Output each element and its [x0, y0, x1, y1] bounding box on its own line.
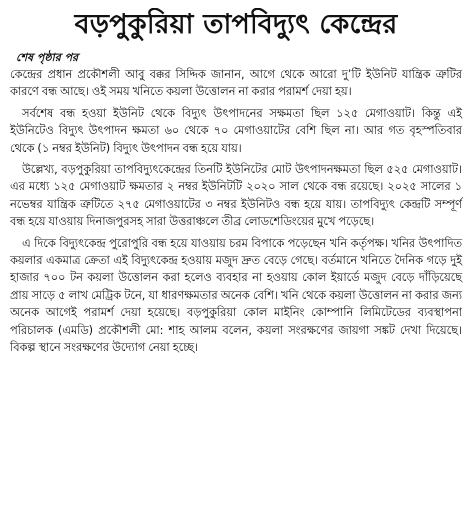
headline: বড়পুকুরিয়া তাপবিদ্যুৎ কেন্দ্রের	[74, 9, 398, 40]
paragraph-3: উল্লেখ্য, বড়পুকুরিয়া তাপবিদ্যুৎকেন্দ্রের তিনটি ইউনিটের মোট উৎপাদনক্ষমতা ছিল ৫২৫ মেগাওয়াট। এর মধ্যে ১২৫ মেগাওয়াট ক্ষমতার ২ নম্বর ইউনিটটি ২০২০ সাল থেকে বন্ধ রয়েছে। ২০২৫ সালের ১ নভেম্বর যান্ত্রিক ত্রুটিতে ২৭৫ মেগাওয়াটের ৩ নম্বর ইউনিটও বন্ধ হয়ে যায়। তাপবিদ্যুৎ কেন্দ্রটি সম্পূর্ণ বন্ধ হয়ে যাওয়ায় দিনাজপুরসহ সারা উত্তরাঞ্চলে তীব্র লোডশেডিংয়ের মুখে পড়েছে।	[10, 163, 462, 229]
paragraph-2: সর্বশেষ বন্ধ হওয়া ইউনিট থেকে বিদ্যুৎ উৎপাদনের সক্ষমতা ছিল ১২৫ মেগাওয়াট। কিন্তু এই ইউনিটেও বিদ্যুৎ উৎপাদন ক্ষমতা ৬০ থেকে ৭০ মেগাওয়াটের বেশি ছিল না। আর গত বৃহস্পতিবার থেকে (১ নম্বর ইউনিট) বিদ্যুৎ উৎপাদন বন্ধ হয়ে যায়।	[10, 106, 462, 155]
paragraph-4: এ দিকে বিদ্যুৎকেন্দ্র পুরোপুরি বন্ধ হয়ে যাওয়ায় চরম বিপাকে পড়েছেন খনি কর্তৃপক্ষ। খনির উৎপাদিত কয়লার একমাত্র ক্রেতা এই বিদ্যুৎকেন্দ্র হওয়ায় মজুদ দ্রুত বেড়ে গেছে। বর্তমানে খনিতে দৈনিক গড়ে দুই হাজার ৭০০ টন কয়লা উত্তোলন করা হলেও ব্যবহার না হওয়ায় কোল ইয়ার্ডে মজুদ বেড়ে দাঁড়িয়েছে প্রায় সাড়ে ৫ লাখ মেট্রিক টনে, যা ধারণক্ষমতার অনেক বেশি। খনি থেকে কয়লা উত্তোলন না করার জন্য অনেক আগেই পরামর্শ দেয়া হয়েছে। বড়পুকুরিয়া কোল মাইনিং কোম্পানি লিমিটেডের ব্যবস্থাপনা পরিচালক (এমডি) প্রকৌশলী মো: শাহ আলম বলেন, কয়লা সংরক্ষণের জায়গা সঙ্কট দেখা দিয়েছে। বিকল্প স্থানে সংরক্ষণের উদ্যোগ নেয়া হচ্ছে।	[10, 236, 462, 355]
paragraph-1: কেন্দ্রের প্রধান প্রকৌশলী আবু বক্কর সিদ্দিক জানান, আগে থেকে আরো দু’টি ইউনিট যান্ত্রিক ত্রুটির কারণে বন্ধ আছে। ওই সময় খনিতে কয়লা উত্তোলন না করার পরামর্শ দেয়া হয়।	[10, 68, 462, 99]
continued-from-label: শেষ পৃষ্ঠার পর	[16, 51, 79, 64]
